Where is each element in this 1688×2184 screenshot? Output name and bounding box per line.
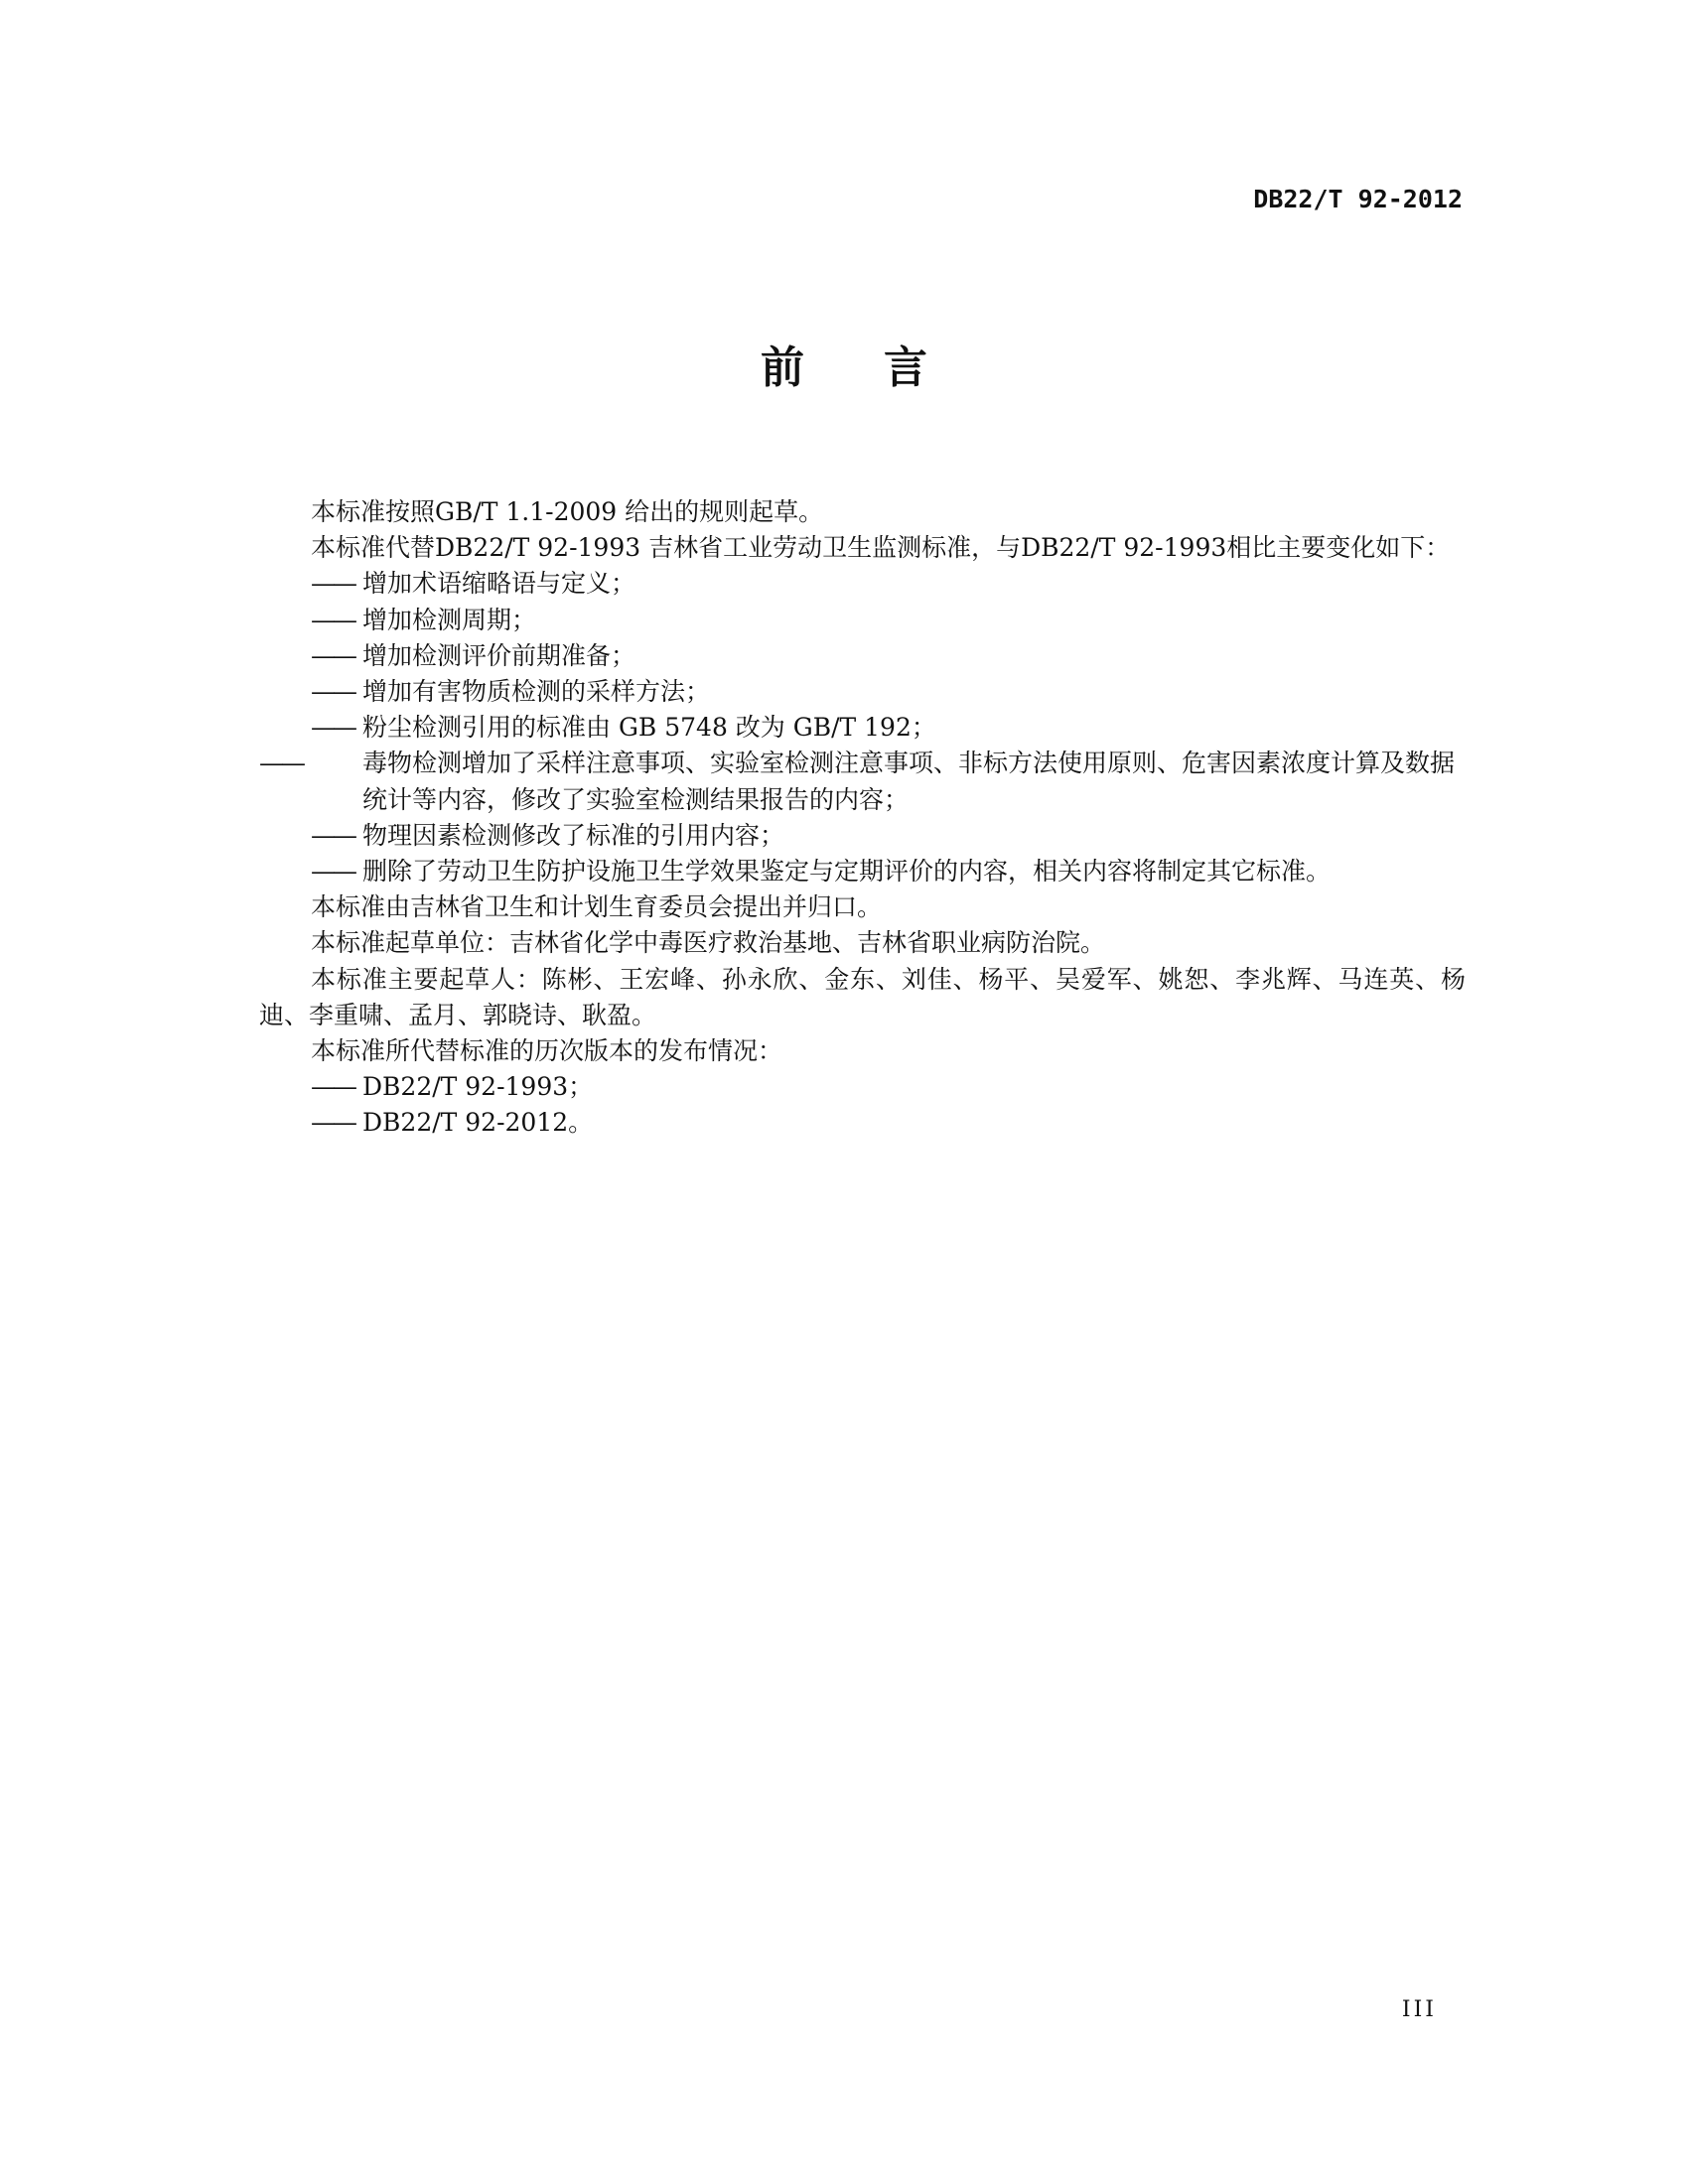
change-item — [259, 674, 1466, 710]
change-item-text: 粉尘检测引用的标准由 GB 5748 改为 GB/T 192； — [362, 713, 936, 743]
change-item — [259, 710, 1466, 746]
title-part-1: 前 — [761, 342, 804, 393]
dash-mark: —— — [311, 677, 354, 707]
version-item — [259, 1069, 1466, 1105]
paragraph-replacement: 本标准代替DB22/T 92-1993 吉林省工业劳动卫生监测标准，与DB22/T 92-1993相比主要变化如下： — [311, 533, 1451, 563]
dash-mark: —— — [259, 749, 303, 778]
paragraph-drafting-units: 本标准起草单位：吉林省化学中毒医疗救治基地、吉林省职业病防治院。 — [311, 928, 1106, 958]
change-item — [259, 638, 1466, 674]
change-item — [259, 603, 1466, 638]
change-item-text: 毒物检测增加了采样注意事项、实验室检测注意事项、非标方法使用原则、危害因素浓度计算及数据统计等内容，修改了实验室检测结果报告的内容； — [362, 749, 1456, 814]
dash-mark: —— — [311, 640, 354, 670]
paragraph-drafters: 本标准主要起草人：陈彬、王宏峰、孙永欣、金东、刘佳、杨平、吴爱军、姚恕、李兆辉、马连英、杨迪、李重啸、孟月、郭晓诗、耿盈。 — [259, 964, 1466, 1029]
dash-mark: —— — [311, 857, 354, 887]
standard-code: DB22/T 92-2012 — [1253, 185, 1463, 213]
dash-mark: —— — [311, 1072, 354, 1102]
change-item — [259, 746, 1466, 817]
version-item-text: DB22/T 92-2012。 — [362, 1108, 594, 1138]
page-number: III — [1401, 1997, 1437, 2022]
version-item — [259, 1105, 1466, 1141]
paragraph-drafting-rules: 本标准按照GB/T 1.1-2009 给出的规则起草。 — [311, 497, 824, 526]
dash-mark: —— — [311, 605, 354, 634]
change-item-text: 增加有害物质检测的采样方法； — [362, 677, 711, 707]
dash-mark: —— — [311, 569, 354, 599]
change-item-text: 删除了劳动卫生防护设施卫生学效果鉴定与定期评价的内容，相关内容将制定其它标准。 — [362, 857, 1332, 887]
change-item-text: 增加检测周期； — [362, 605, 537, 634]
change-item — [259, 854, 1466, 889]
change-item — [259, 818, 1466, 854]
change-item-text: 物理因素检测修改了标准的引用内容； — [362, 820, 785, 850]
change-item — [259, 566, 1466, 602]
dash-mark: —— — [311, 820, 354, 850]
dash-mark: —— — [311, 1108, 354, 1138]
change-item-text: 增加术语缩略语与定义； — [362, 569, 636, 599]
title-part-2: 言 — [884, 342, 927, 393]
dash-mark: —— — [311, 713, 354, 743]
paragraph-version-history: 本标准所代替标准的历次版本的发布情况： — [311, 1036, 783, 1066]
foreword-body — [259, 494, 1466, 1142]
version-item-text: DB22/T 92-1993； — [362, 1072, 594, 1102]
page-title — [0, 332, 1688, 395]
paragraph-proposer: 本标准由吉林省卫生和计划生育委员会提出并归口。 — [311, 892, 883, 922]
change-item-text: 增加检测评价前期准备； — [362, 640, 636, 670]
